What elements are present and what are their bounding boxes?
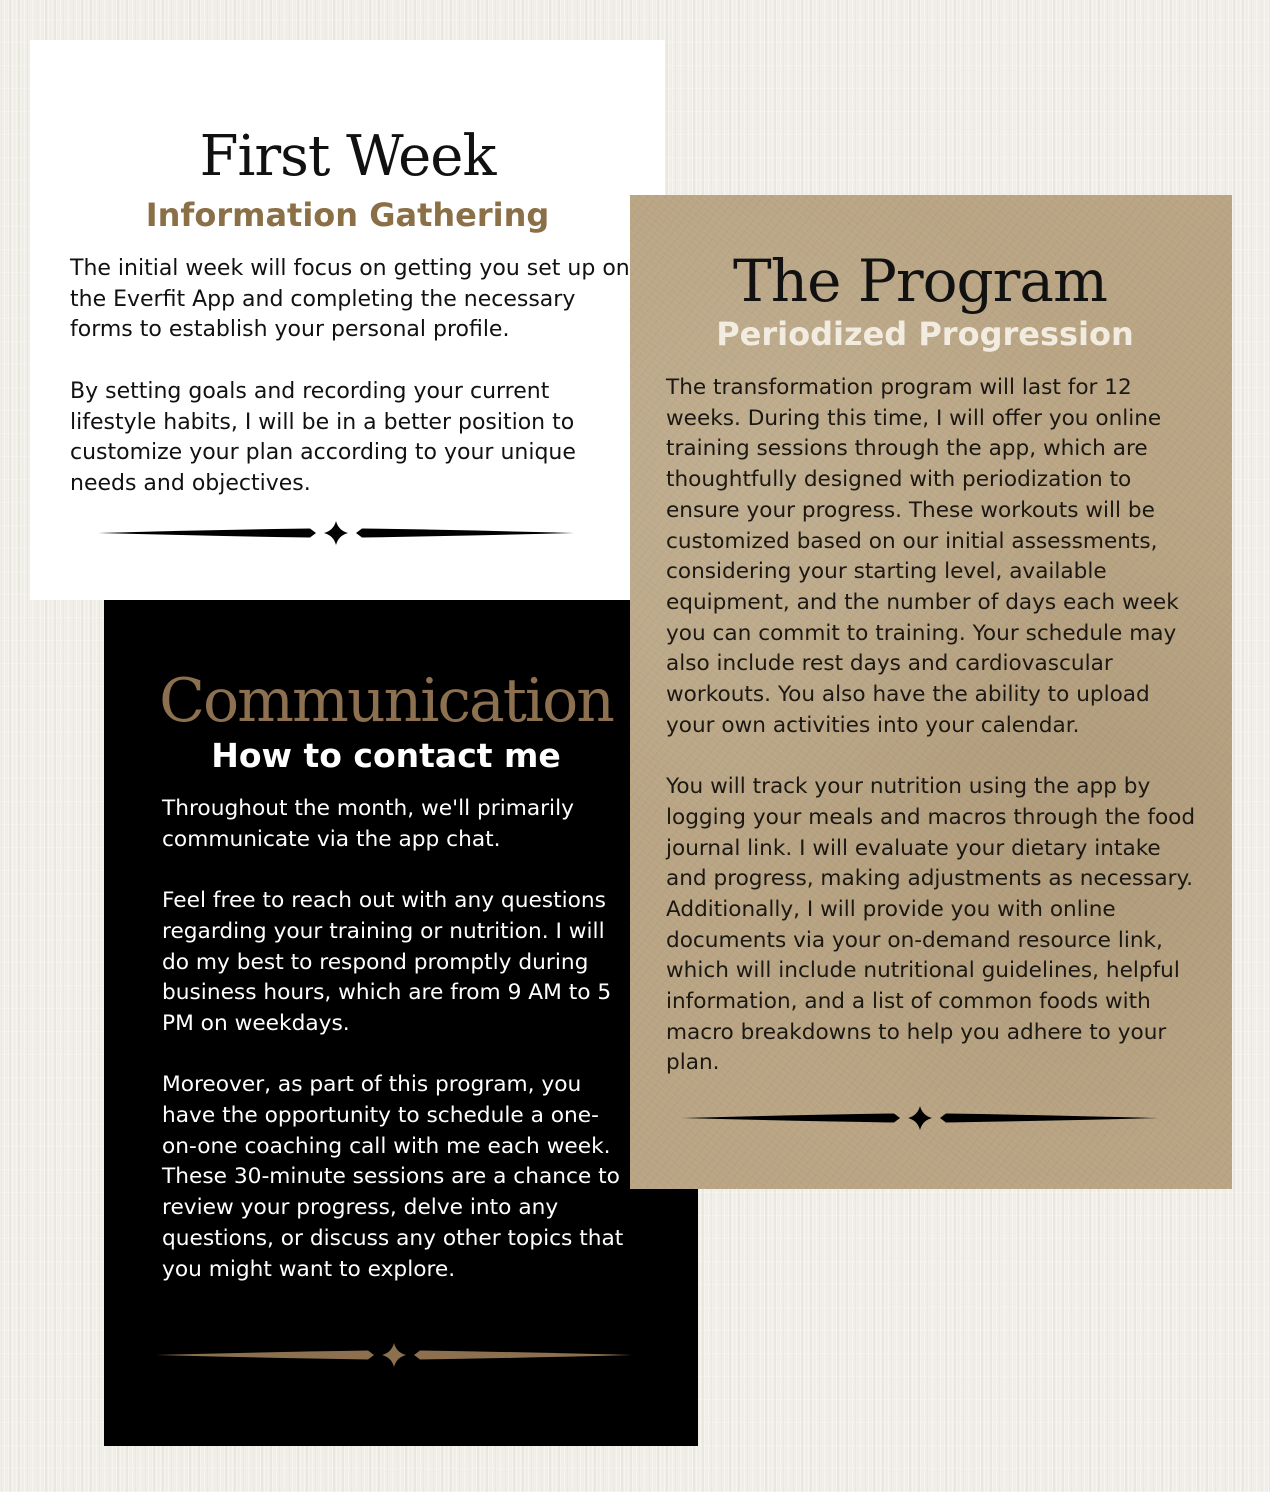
first-week-subtitle: Information Gathering	[145, 196, 550, 234]
program-body	[666, 373, 1201, 1079]
communication-body	[162, 794, 632, 1285]
communication-subtitle: How to contact me	[211, 736, 561, 775]
communication-paragraph: Moreover, as part of this program, you have the opportunity to schedule a one-on-one coaching call with me each week. These 30-minute sessions are a chance to review your progress, delve into any questions, or discuss any other topics that you might want to explore.	[162, 1072, 624, 1282]
program-paragraph: The transformation program will last for 12 weeks. During this time, I will offer you online training sessions through the app, which are thoughtfully designed with periodization to ensure your progress. These workouts will be customized based on our initial assessments, considering your starting level, available equipment, and the number of days each week you can commit to training. Your schedule may also include rest days and cardiovascular workouts. You also have the ability to upload your own activities into your calendar.	[666, 375, 1179, 738]
sparkle-divider-icon	[156, 1342, 632, 1368]
first-week-card	[30, 40, 665, 600]
communication-title: Communication	[159, 666, 613, 736]
first-week-body	[70, 254, 630, 500]
communication-paragraph: Throughout the month, we'll primarily communicate via the app chat.	[162, 796, 574, 852]
communication-paragraph: Feel free to reach out with any questions regarding your training or nutrition. I will do my best to respond promptly during business hours, which are from 9 AM to 5 PM on weekdays.	[162, 888, 612, 1036]
program-title: The Program	[733, 247, 1107, 315]
first-week-paragraph: The initial week will focus on getting you set up on the Everfit App and completing the necessary forms to establish your personal profile.	[70, 256, 630, 343]
program-subtitle: Periodized Progression	[716, 315, 1134, 353]
first-week-title: First Week	[199, 124, 496, 189]
program-paragraph: You will track your nutrition using the app by logging your meals and macros through the food journal link. I will evaluate your dietary intake and progress, making adjustments as necessary. Additionally, I will provide you with online documents via your on-demand resource link, which will include nutritional guidelines, helpful information, and a list of common foods with macro breakdowns to help you adhere to your plan.	[666, 774, 1196, 1076]
sparkle-divider-icon	[98, 520, 574, 546]
program-card	[630, 195, 1232, 1189]
sparkle-divider-icon	[682, 1105, 1158, 1131]
first-week-paragraph: By setting goals and recording your current lifestyle habits, I will be in a better position to customize your plan according to your unique needs and objectives.	[70, 378, 576, 496]
communication-card	[104, 600, 698, 1446]
